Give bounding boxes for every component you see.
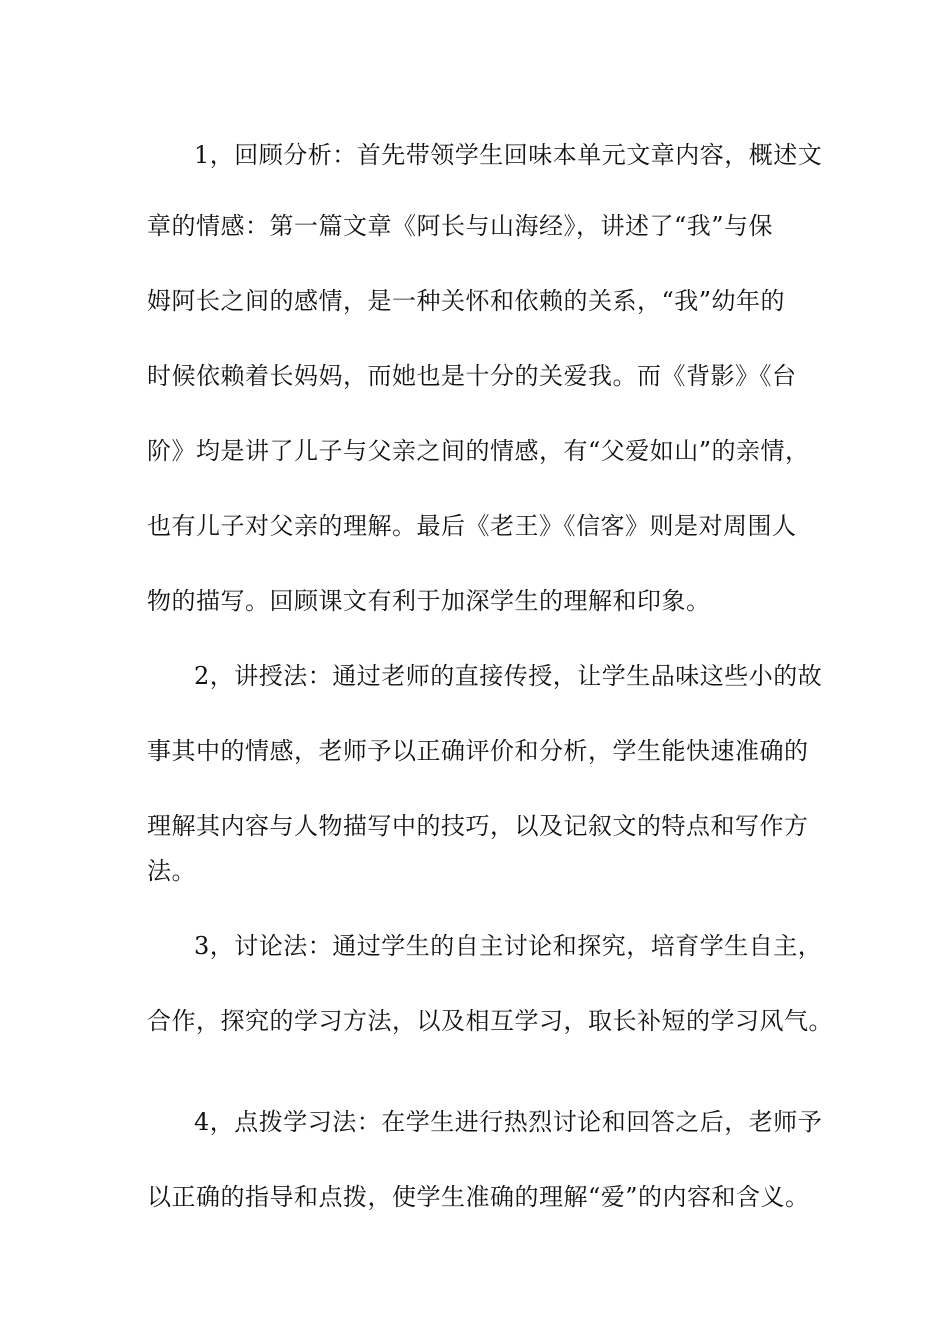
- paragraph-1-line-5: 阶》均是讲了儿子与父亲之间的情感，有“父爱如山”的亲情，: [147, 437, 810, 465]
- paragraph-2-line-4: 法。: [147, 857, 196, 885]
- paragraph-1-line-1: 1，回顾分析：首先带领学生回味本单元文章内容，概述文: [194, 141, 823, 169]
- paragraph-4-line-1: 4，点拨学习法：在学生进行热烈讨论和回答之后，老师予: [194, 1108, 823, 1136]
- paragraph-1-line-4: 时候依赖着长妈妈，而她也是十分的关爱我。而《背影》《台: [147, 362, 797, 390]
- paragraph-1-line-7: 物的描写。回顾课文有利于加深学生的理解和印象。: [147, 587, 711, 615]
- paragraph-1-line-3: 姆阿长之间的感情，是一种关怀和依赖的关系，“我”幼年的: [147, 287, 786, 315]
- paragraph-2-line-1: 2，讲授法：通过老师的直接传授，让学生品味这些小的故: [194, 662, 823, 690]
- paragraph-2-line-3: 理解其内容与人物描写中的技巧，以及记叙文的特点和写作方: [147, 812, 809, 840]
- paragraph-3-line-2: 合作，探究的学习方法，以及相互学习，取长补短的学习风气。: [147, 1007, 833, 1035]
- paragraph-3-line-1: 3，讨论法：通过学生的自主讨论和探究，培育学生自主，: [194, 932, 823, 960]
- paragraph-4-line-2: 以正确的指导和点拨，使学生准确的理解“爱”的内容和含义。: [147, 1183, 810, 1211]
- paragraph-1-line-6: 也有儿子对父亲的理解。最后《老王》《信客》则是对周围人: [147, 512, 797, 540]
- paragraph-2-line-2: 事其中的情感，老师予以正确评价和分析，学生能快速准确的: [147, 737, 809, 765]
- paragraph-1-line-2: 章的情感：第一篇文章《阿长与山海经》，讲述了“我”与保: [147, 212, 774, 240]
